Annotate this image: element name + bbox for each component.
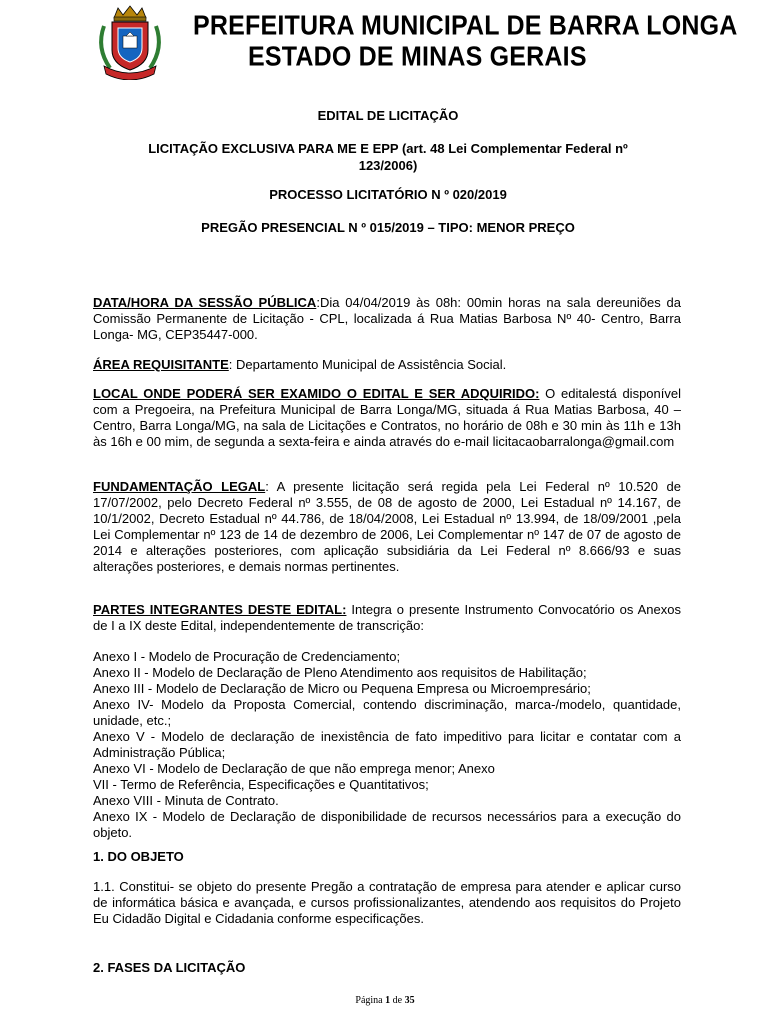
list-item: Anexo I - Modelo de Procuração de Credenciamento; (93, 649, 401, 664)
anexos-list (93, 649, 681, 841)
fases-heading: 2. FASES DA LICITAÇÃO (93, 960, 246, 975)
page-footer (0, 995, 770, 1006)
exclusiva-title (93, 140, 683, 174)
fundamentacao-text: : A presente licitação será regida pela Lei Federal nº 10.520 de 17/07/2002, pelo Decreto Federal nº 3.555, de 08 de agosto de 2000, Lei Estadual nº 14.167, de 10/1/2002, Decreto Estadual nº 44.786, de 18/04/2008, Lei Estadual nº 13.994, de 18/09/2001 ,pela Lei Complementar nº 123 de 14 de dezembro de 2006, Lei Complementar nº 147 de 07 de agosto de 2014 e alterações posteriores, com aplicação subsidiária da Lei Federal nº 8.666/93 e suas alterações posteriores, e demais normas pertinentes. (93, 479, 681, 574)
partes-text: Integra o presente Instrumento Convocatório os Anexos de I a IX deste Edital, independentemente de transcrição: (93, 602, 681, 633)
local-paragraph (93, 386, 681, 450)
page-number: 1 (385, 995, 391, 1006)
local-text: O editalestá disponível com a Pregoeira, na Prefeitura Municipal de Barra Longa/MG, situada á Rua Matias Barbosa, 40 – Centro, Barra Longa/MG, na sala de Licitações e Contratos, no horário de 08h e 30 min às 11h e 13h às 16h e 00 mim, de segunda a sexta-feira e ainda através do e-mail licitacaobarralonga@gmail.com (93, 386, 681, 449)
municipal-coat-of-arms-icon (90, 4, 170, 80)
sessao-label: DATA/HORA DA SESSÃO PÚBLICA (93, 295, 317, 310)
objeto-paragraph: 1.1. Constitui- se objeto do presente Pregão a contratação de empresa para atender e aplicar curso de informática básica e avançada, e cursos profissionalizantes, atendendo aos requisitos do Projeto Eu Cidadão Digital e Cidadania conforme especificações. (93, 879, 681, 926)
municipality-name: PREFEITURA MUNICIPAL DE BARRA LONGA (193, 10, 738, 42)
fundamentacao-label: FUNDAMENTAÇÃO LEGAL (93, 479, 266, 494)
objeto-heading: 1. DO OBJETO (93, 849, 184, 864)
local-label: LOCAL ONDE PODERÁ SER EXAMIDO O EDITAL E SER ADQUIRIDO: (93, 386, 540, 401)
partes-label: PARTES INTEGRANTES DESTE EDITAL: (93, 602, 347, 617)
sessao-text: :Dia 04/04/2019 às 08h: 00min horas na sala dereuniões da Comissão Permanente de Licitação - CPL, localizada á Rua Matias Barbosa Nº 40- Centro, Barra Longa- MG, CEP35447-000. (93, 295, 682, 342)
state-name: ESTADO DE MINAS GERAIS (248, 41, 587, 73)
sessao-paragraph (93, 295, 681, 343)
partes-paragraph (93, 602, 681, 634)
footer-prefix: Página (355, 995, 383, 1006)
list-item: Anexo IV- Modelo da Proposta Comercial, contendo discriminação, marca-/modelo, quantidade, unidade, etc.; (93, 697, 681, 728)
edital-title: EDITAL DE LICITAÇÃO (317, 108, 459, 123)
list-item: Anexo IX - Modelo de Declaração de disponibilidade de recursos necessários para a execução do objeto. (93, 809, 681, 840)
list-item: Anexo V - Modelo de declaração de inexistência de fato impeditivo para licitar e contatar com a Administração Pública; (93, 729, 681, 760)
footer-of: de (392, 995, 403, 1006)
list-item: Anexo VI - Modelo de Declaração de que não emprega menor; Anexo (93, 761, 495, 776)
exclusiva-line-2: 123/2006) (358, 158, 418, 173)
list-item: Anexo III - Modelo de Declaração de Micro ou Pequena Empresa ou Microempresário; (93, 681, 591, 696)
fundamentacao-paragraph (93, 479, 681, 575)
pregao-title: PREGÃO PRESENCIAL N º 015/2019 – TIPO: MENOR PREÇO (201, 220, 575, 235)
area-label: ÁREA REQUISITANTE (93, 357, 229, 372)
area-text: : Departamento Municipal de Assistência Social. (228, 357, 507, 372)
processo-title: PROCESSO LICITATÓRIO N º 020/2019 (269, 187, 507, 202)
exclusiva-line-1: LICITAÇÃO EXCLUSIVA PARA ME E EPP (art. 48 Lei Complementar Federal nº (148, 141, 628, 156)
list-item: Anexo VIII - Minuta de Contrato. (93, 793, 279, 808)
list-item: Anexo II - Modelo de Declaração de Pleno Atendimento aos requisitos de Habilitação; (93, 665, 587, 680)
document-header (0, 0, 770, 82)
list-item: VII - Termo de Referência, Especificações e Quantitativos; (93, 777, 429, 792)
area-paragraph (93, 357, 681, 373)
page-total: 35 (404, 995, 415, 1006)
